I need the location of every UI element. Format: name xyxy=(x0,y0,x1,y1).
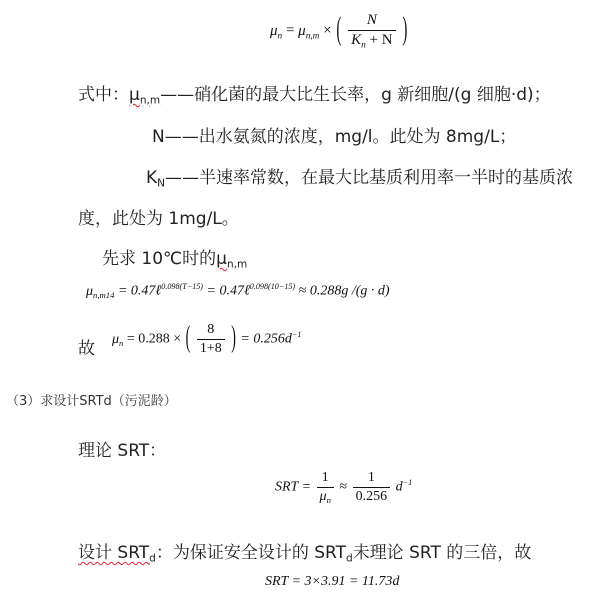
equation-temperature-correction: $\mu_{n,m14}$ = 0.47ℓ$^{0.098(T-15)}$ = 0.47ℓ$^{0.098(10-15)}$ ≈ 0.288g /(g · d) xyxy=(86,282,390,300)
equation-design-srt: SRT = 3×3.91 = 11.73d xyxy=(265,574,400,589)
section-heading-srt: （3）求设计SRTd（污泥龄） xyxy=(6,394,177,409)
theory-srt-label: 理论 SRT： xyxy=(78,441,167,461)
eq1-lhs: $\mu_n$ xyxy=(270,22,283,41)
eq3-label: 故 xyxy=(78,339,95,359)
definition-n: N——出水氨氮的浓度，mg/l。此处为 8mg/L； xyxy=(152,127,517,147)
step-compute-mu: 先求 10℃时的$\mu_{n,m}$ xyxy=(102,249,248,271)
eq1-numerator: N xyxy=(366,12,377,28)
equation-theoretical-srt: SRT = $\frac{1}{\mu_n}$ ≈ $\frac{1}{0.256}$ $d^{-1}$ xyxy=(275,470,413,506)
eq2-lhs: $\mu_{n,m14}$ xyxy=(86,283,115,300)
eq3-fraction: $\frac{8}{1+8}$ xyxy=(197,322,225,357)
eq1-equals: = xyxy=(285,22,295,39)
equation-mu-result: $\mu_n = 0.288$ × ( $\frac{8}{1+8}$ ) = $0.256d^{-1}$ xyxy=(112,321,302,356)
eq4-fraction-1: $\frac{1}{\mu_n}$ xyxy=(317,470,334,505)
definition-mu: 式中：$\mu_{n,m}——$硝化菌的最大比生长率，g 新细胞/(g 细胞·d)； xyxy=(78,85,551,107)
definition-kn-continued: 度，此处为 1mg/L。 xyxy=(78,209,239,229)
eq1-times: × xyxy=(323,22,332,39)
equation-specific-growth-rate: $\mu_n = \mu_{n,m}$ × ( $\frac{N}{K_n + N}$ ) xyxy=(270,12,408,51)
eq3-lhs: $\mu_n$ xyxy=(112,331,124,348)
symbol-mu-nm: $\mu_{n,m}$ xyxy=(216,249,248,271)
design-srt-text: 设计 $SRT_d$：为保证安全设计的 $SRT_d$未理论 SRT 的三倍，故 xyxy=(78,543,532,565)
eq1-mu-max: $\mu_{n,m}$ xyxy=(298,22,320,41)
definition-kn: $K_N——$半速率常数，在最大比基质利用率一半时的基质浓 xyxy=(146,168,574,190)
eq4-fraction-2: $\frac{1}{0.256}$ xyxy=(353,470,391,505)
symbol-mu-nm: $\mu_{n,m}$ xyxy=(129,85,161,107)
eq1-denominator: $K_n + N$ xyxy=(348,30,395,50)
eq1-fraction xyxy=(348,12,395,50)
